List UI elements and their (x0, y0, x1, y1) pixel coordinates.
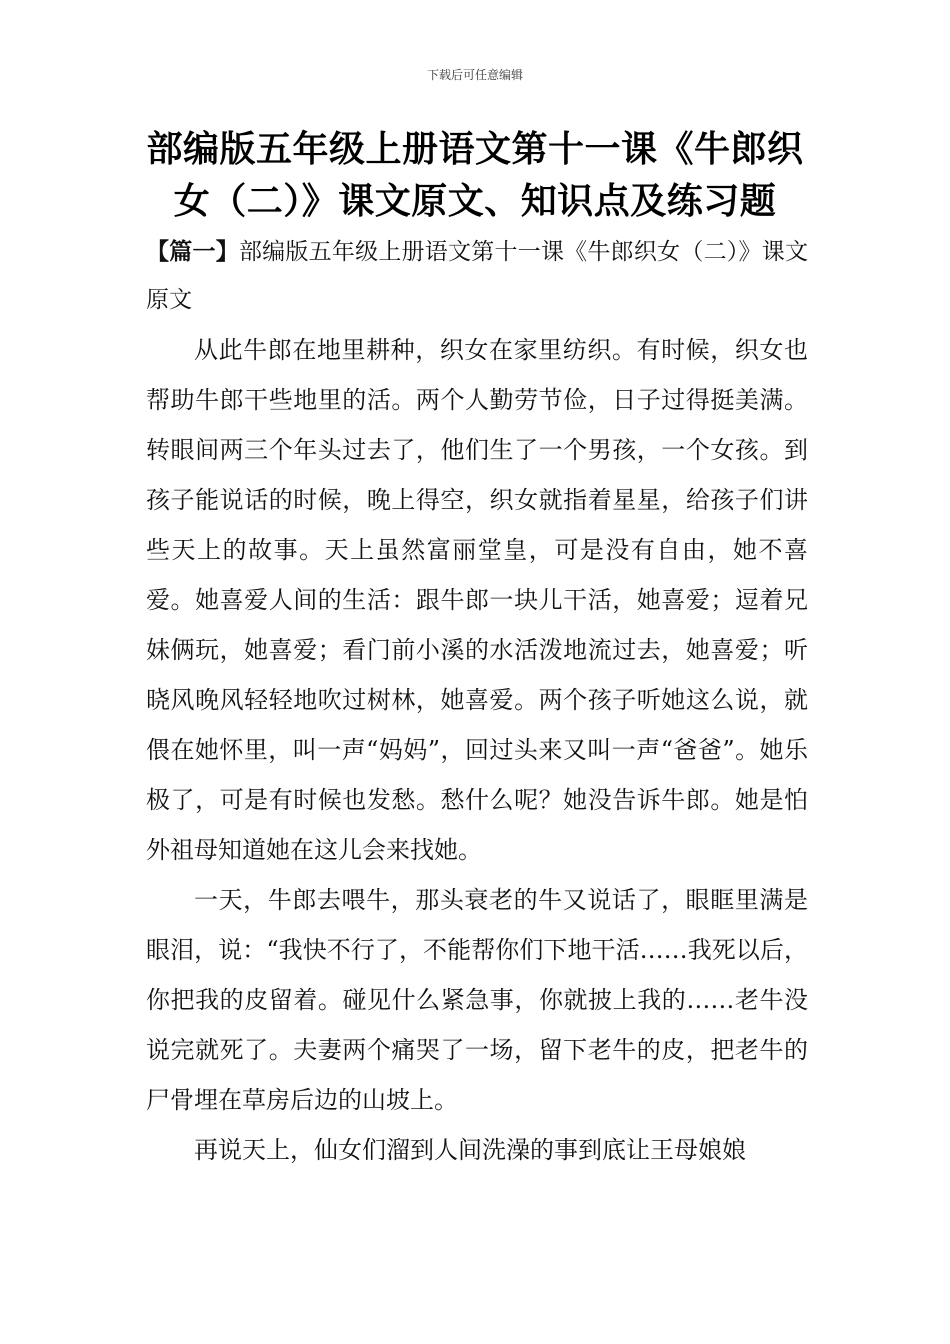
section-title: 部编版五年级上册语文第十一课《牛郎织女（二）》课文原文 (146, 239, 809, 313)
section-label: 【篇一】 (146, 238, 239, 265)
paragraph-2: 一天，牛郎去喂牛，那头衰老的牛又说话了，眼眶里满是眼泪，说：“我快不行了，不能帮你们下地干活……我死以后，你把我的皮留着。碰见什么紧急事，你就披上我的……老牛没说完就死了。夫妻两个痛哭了一场，留下老牛的皮，把老牛的尸骨埋在草房后边的山坡上。 (146, 886, 808, 1114)
article-body (146, 325, 808, 1175)
paragraph-1: 从此牛郎在地里耕种，织女在家里纺织。有时候，织女也帮助牛郎干些地里的活。两个人勤劳节俭，日子过得挺美满。转眼间两三个年头过去了，他们生了一个男孩，一个女孩。到孩子能说话的时候，晚上得空，织女就指着星星，给孩子们讲些天上的故事。天上虽然富丽堂皇，可是没有自由，她不喜爱。她喜爱人间的生活：跟牛郎一块儿干活，她喜爱；逗着兄妹俩玩，她喜爱；看门前小溪的水活泼地流过去，她喜爱；听晓风晚风轻轻地吹过树林，她喜爱。两个孩子听她这么说，就偎在她怀里，叫一声“妈妈”，回过头来又叫一声“爸爸”。她乐极了，可是有时候也发愁。愁什么呢？她没告诉牛郎。她是怕外祖母知道她在这儿会来找她。 (146, 336, 808, 864)
header-note: 下载后可任意编辑 (426, 68, 523, 82)
paragraph-3: 再说天上，仙女们溜到人间洗澡的事到底让王母娘娘 (194, 1136, 746, 1164)
section-heading (146, 228, 808, 324)
page-title: 部编版五年级上册语文第十一课《牛郎织女（二）》课文原文、知识点及练习题 (146, 129, 804, 222)
